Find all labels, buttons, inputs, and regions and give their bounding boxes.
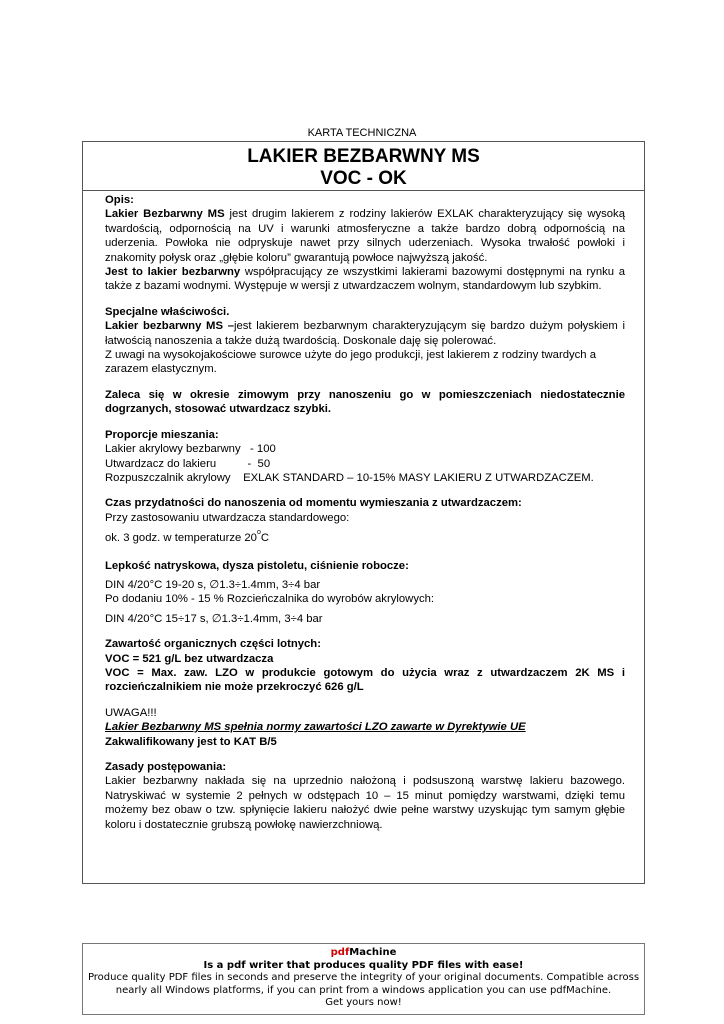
voc-line-2: VOC = Max. zaw. LZO w produkcie gotowym do użycia wraz z utwardzaczem 2K MS i rozcieńczalnikiem nie może przekroczyć 626 g/L — [105, 666, 625, 694]
lotne-heading: Zawartość organicznych części lotnych: — [105, 638, 321, 651]
sheet-content — [105, 193, 625, 832]
lepkosc-line-1: DIN 4/20°C 19-20 s, ∅1.3÷1.4mm, 3÷4 bar — [105, 578, 321, 591]
footer-line-2: nearly all Windows platforms, if you can print from a windows application you can use pdfMachine. — [115, 984, 612, 996]
przydatnosc-heading: Czas przydatności do nanoszenia od momentu wymieszania z utwardzaczem: — [105, 497, 522, 510]
pdfmachine-logo: pdfMachine — [330, 947, 397, 958]
lepkosc-line-2: Po dodaniu 10% - 15 % Rozcieńczalnika do wyrobów akrylowych: — [105, 593, 435, 606]
product-subtitle: VOC - OK — [320, 168, 407, 189]
proporcje-heading: Proporcje mieszania: — [105, 428, 219, 441]
degree-symbol: o — [256, 529, 261, 537]
technical-sheet-card — [82, 141, 645, 884]
uwaga-category: Zakwalifikowany jest to KAT B/5 — [105, 735, 277, 748]
opis-paragraph-1: Lakier Bezbarwny MS jest drugim lakierem z rodziny lakierów EXLAK charakteryzujący się wysoką twardością, odpornością na UV i warunki atmosferyczne a także bardzo dobrą odpornością na uderzenia. Powłoka nie odpryskuje nawet przy silnych uderzeniach. Wysoka trwałość powłoki i znakomity połysk oraz „głębie koloru” gwarantują powłoce najwyższą jakość. — [105, 208, 625, 264]
przydatnosc-line-2: ok. 3 godz. w temperaturze 20$^o$C — [105, 529, 270, 545]
voc-line-1: VOC = 521 g/L bez utwardzacza — [105, 652, 274, 665]
wlasciwosci-paragraph-1: Lakier bezbarwny MS –jest lakierem bezbarwnym charakteryzującym się bardzo dużym połyskiem i łatwością nanoszenia a także dużą twardością. Doskonale daję się polerować. — [105, 320, 626, 347]
proporcje-line-1: Lakier akrylowy bezbarwny - 100 — [105, 443, 276, 456]
pdfmachine-footer — [82, 943, 645, 1015]
uwaga-directive: Lakier Bezbarwny MS spełnia normy zawartości LZO zawarte w Dyrektywie UE — [105, 721, 526, 734]
recommendation-note: Zaleca się w okresie zimowym przy nanoszeniu go w pomieszczeniach niedostatecznie dogrzanych, stosować utwardzacz szybki. — [105, 388, 625, 416]
product-title: LAKIER BEZBARWNY MS — [247, 146, 480, 167]
wlasciwosci-paragraph-2: Z uwagi na wysokojakościowe surowce użyte do jego produkcji, jest lakierem z rodziny twardych a zarazem elastycznym. — [105, 349, 597, 376]
uwaga-label: UWAGA!!! — [105, 706, 157, 719]
lepkosc-heading: Lepkość natryskowa, dysza pistoletu, ciśnienie robocze: — [105, 559, 409, 572]
zasady-heading: Zasady postępowania: — [105, 761, 227, 773]
footer-line-3: Get yours now! — [325, 997, 402, 1009]
opis-paragraph-2: Jest to lakier bezbarwny współpracujący ze wszystkimi lakierami bazowymi dostępnymi na rynku a także z bazami wodnymi. Występuje w wersji z utwardzaczem wolnym, standardowym lub szybkim. — [105, 266, 626, 293]
proporcje-line-2: Utwardzacz do lakieru - 50 — [105, 457, 271, 470]
opis-heading: Opis: — [105, 194, 134, 206]
title-box — [83, 142, 644, 191]
footer-tagline: Is a pdf writer that produces quality PDF files with ease! — [203, 959, 524, 971]
lepkosc-line-3: DIN 4/20°C 15÷17 s, ∅1.3÷1.4mm, 3÷4 bar — [105, 612, 323, 625]
proporcje-line-3: Rozpuszczalnik akrylowy EXLAK STANDARD – 10-15% MASY LAKIERU Z UTWARDZACZEM. — [105, 471, 594, 484]
footer-line-1: Produce quality PDF files in seconds and preserve the integrity of your original documents. Compatible across — [87, 972, 640, 984]
przydatnosc-line-1: Przy zastosowaniu utwardzacza standardowego: — [105, 511, 350, 524]
wlasciwosci-heading: Specjalne właściwości. — [105, 305, 230, 318]
document-kicker: KARTA TECHNICZNA — [307, 127, 417, 139]
zasady-paragraph: Lakier bezbarwny nakłada się na uprzednio nałożoną i podsuszoną warstwę lakieru bazowego. Natryskiwać w systemie 2 pełnych w odstępach 10 – 15 minut pomiędzy warstwami, dzięki temu możemy bez obaw o tzw. spłynięcie lakieru nałożyć dwie pełne warstwy uzyskując tym samym głębie koloru i dostatecznie grubszą powłokę nawierzchniową. — [105, 775, 625, 831]
